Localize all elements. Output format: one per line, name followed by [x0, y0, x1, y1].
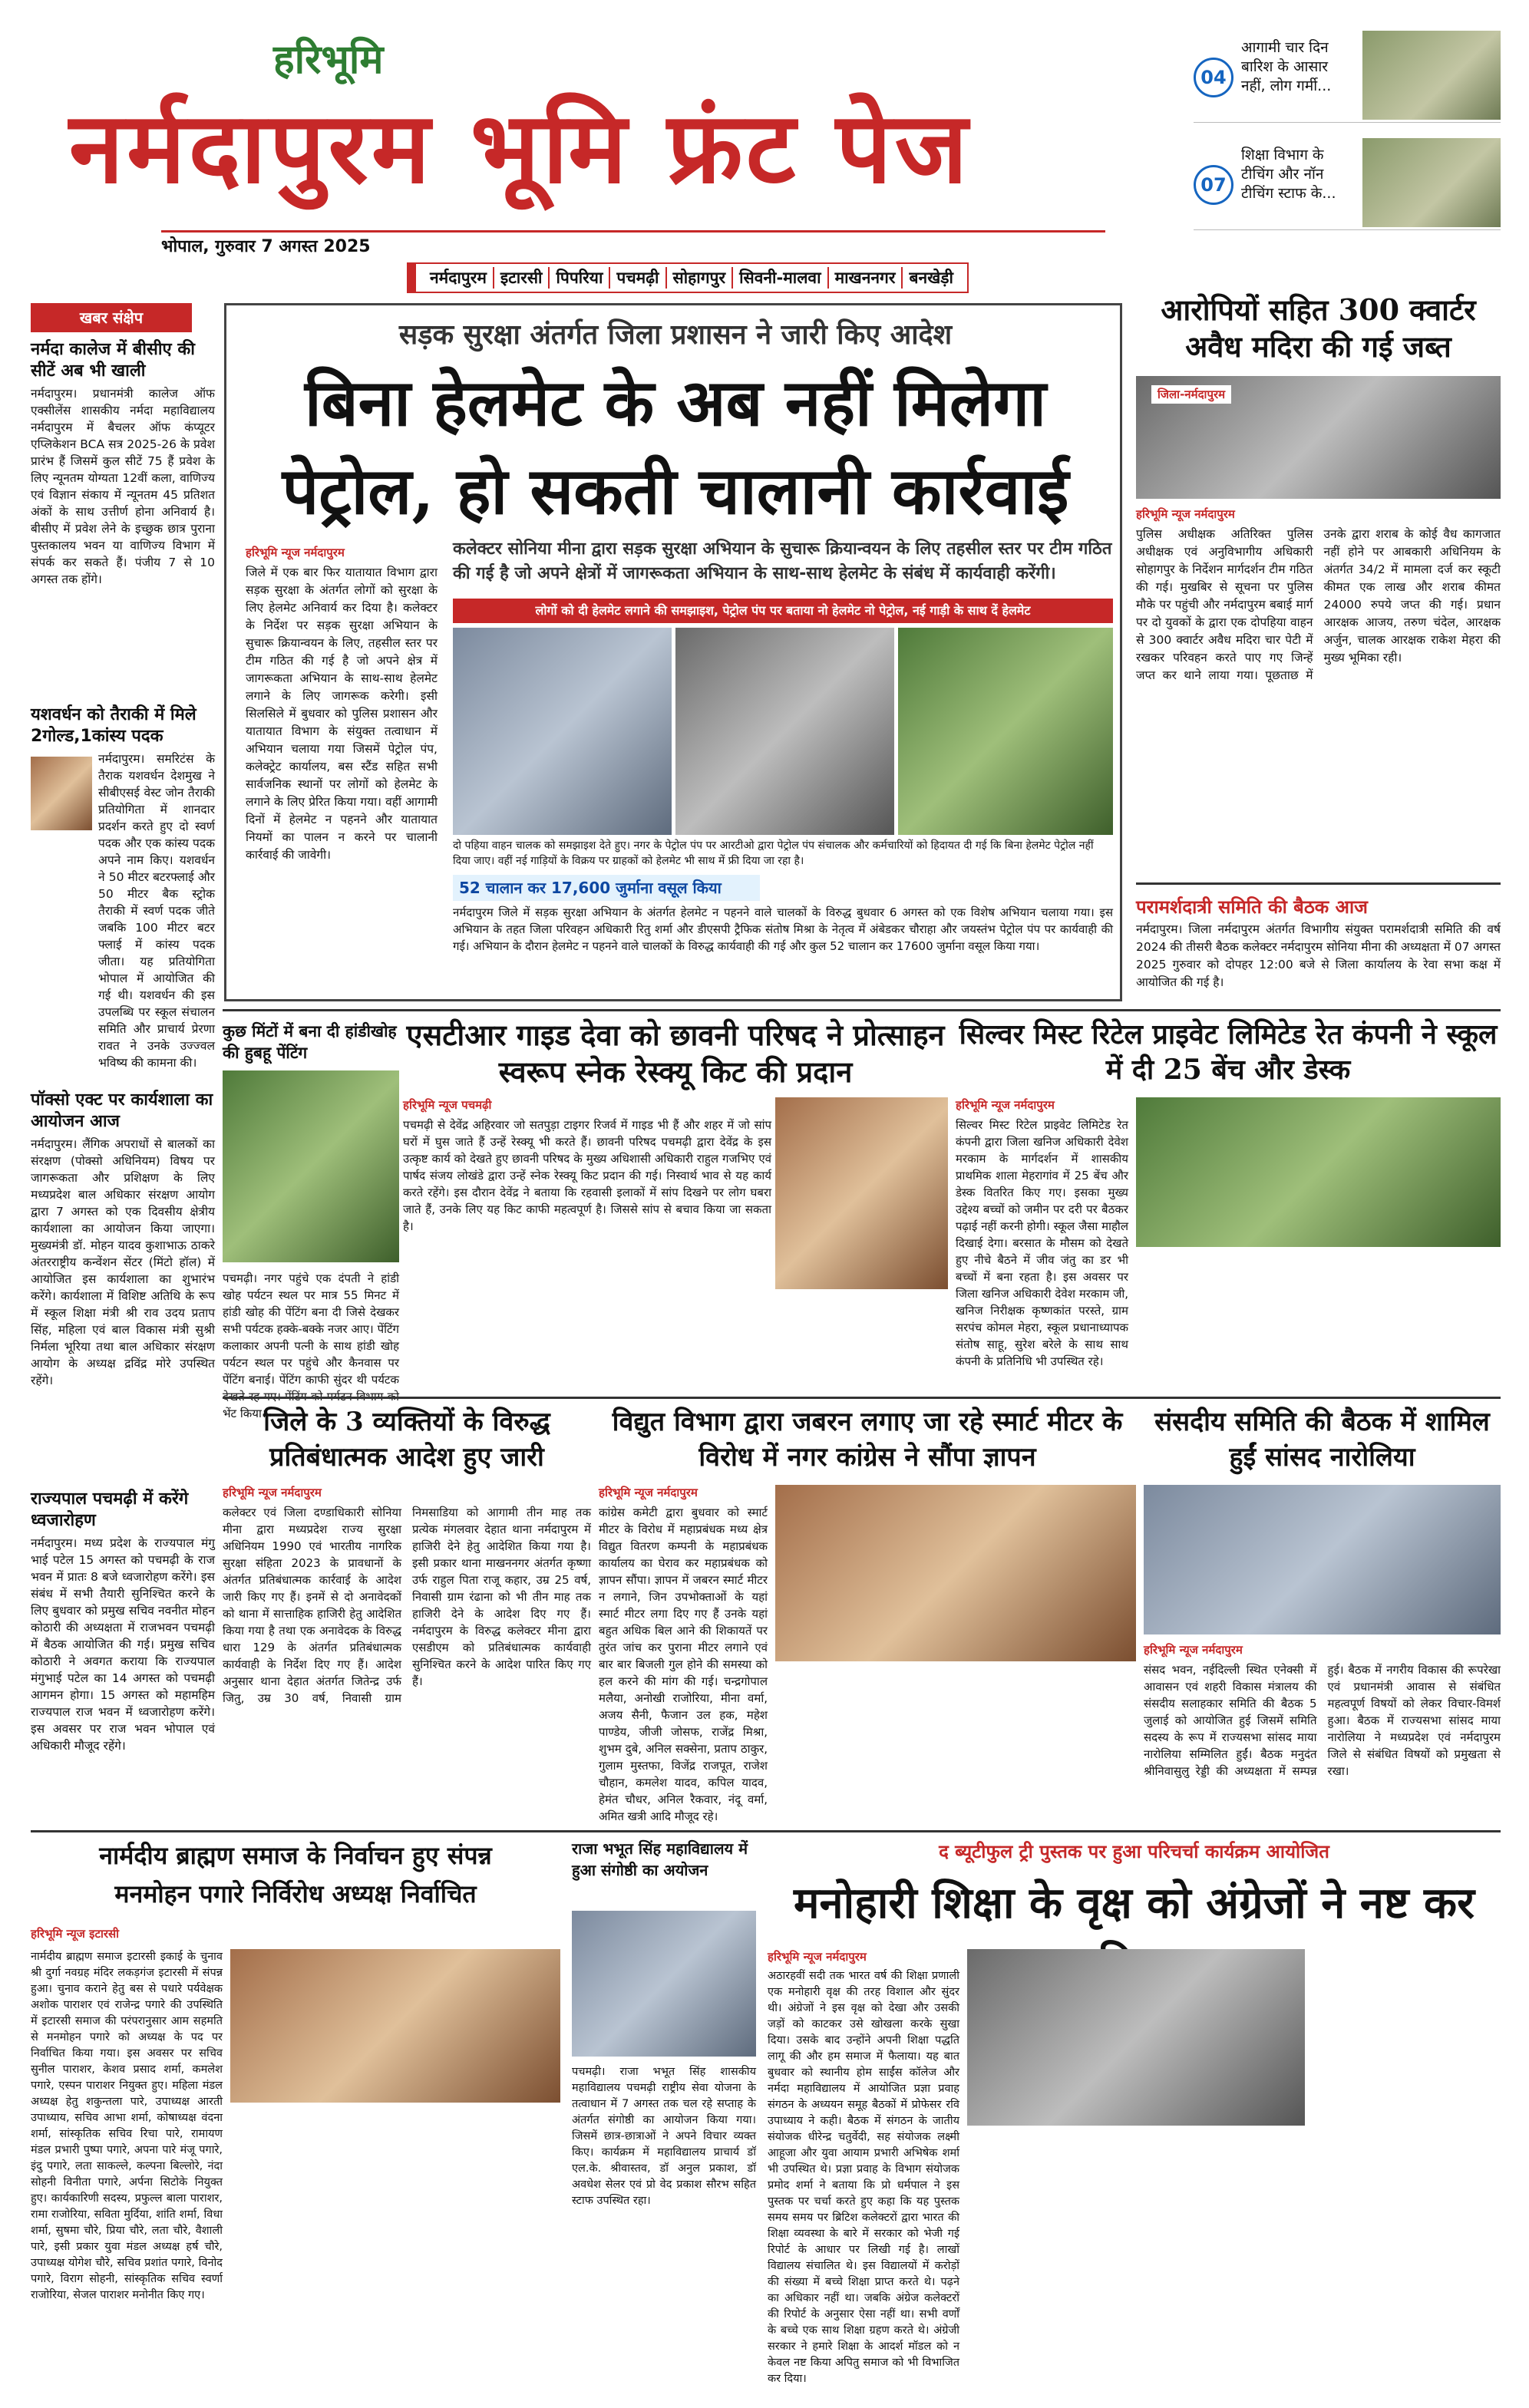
nav-item[interactable]: बनखेड़ी	[909, 269, 953, 287]
brief-title: पॉक्सो एक्ट पर कार्यशाला का आयोजन आज	[31, 1090, 213, 1131]
teaser-photo	[1362, 138, 1501, 227]
lead-headline-1: बिना हेलमेट के अब नहीं मिलेगा	[304, 364, 1047, 440]
brand-logo: हरिभूमि	[273, 36, 384, 83]
meter-byline: हरिभूमि न्यूज नर्मदापुरम	[599, 1486, 698, 1499]
divider	[223, 1397, 1501, 1399]
silver-photo	[1136, 1097, 1501, 1247]
teaser-photo	[1362, 31, 1501, 120]
painting-photo	[223, 1070, 399, 1262]
meter-body: कांग्रेस कमेटी द्वारा बुधवार को स्मार्ट मीटर के विरोध में महाप्रबंधक मध्य क्षेत्र विद्युत वितरण कम्पनी के महाप्रबंधक कार्यालय का घेराव कर महाप्रबंधक को ज्ञापन सौंपा। ज्ञापन में जबरन स्मार्ट मीटर न लगाने, जिन उपभोक्ताओं के यहां स्मार्ट मीटर लगा दिए गए हैं उनके यहां बहुत अधिक बिल आने की शिकायतें पर तुरंत जांच कर पुराना मीटर लगाने एवं बार बार बिजली गुल होने की समस्या को हल करने की मांग की गई। चन्द्रगोपाल मलैया, अनोखी राजोरिया, मीना वर्मा, अजय सैनी, फैजान उल हक, महेश पाण्डेय, जीजी जोसफ, राजेंद्र मिश्रा, शुभम दुबे, अनिल सक्सेना, प्रताप ठाकुर, गुलाम मुस्तफा, विजेंद्र राजपूत, राजेश चौहान, कमलेश यादव, कपिल यादव, हेमंत चौधर, अनिल रैकवार, नंदू वर्मा, अमित खत्री आदि मौजूद रहे।	[599, 1506, 768, 1823]
teaser-text: आगामी चार दिन बारिश के आसार नहीं, लोग गर्मी...	[1241, 39, 1332, 94]
brahmin-photo	[230, 1949, 560, 2103]
teaser-text: शिक्षा विभाग के टीचिंग और नॉन टीचिंग स्टाफ के...	[1241, 147, 1336, 202]
str-body: पचमढ़ी से देवेंद्र अहिरवार जो सतपुड़ा टाइगर रिजर्व में गाइड भी हैं और शहर में जो सांप घरों में घुस जाते हैं उन्हें रेस्क्यू भी करते हैं। छावनी परिषद पचमढ़ी द्वारा देवेंद्र के इस उत्कृष्ट कार्य को देखते हुए छावनी परिषद के मुख्य अधिशासी अधिकारी राहुल गजभिए एवं पार्षद संजय लोखंडे द्वारा उन्हें स्नेक रेस्क्यू किट प्रदान की गई। निस्वार्थ भाव से यह कार्य करते रहेंगे। इस दौरान देवेंद्र ने बताया कि रहवासी इलाकों में सांप दिखने पर लोग घबरा जाते हैं, उनके लिए यह किट काफी महत्वपूर्ण है। जिससे सांप से बचाव किया जा सकता है।	[403, 1118, 771, 1233]
brief-title: यशवर्धन को तैराकी में मिले 2गोल्ड,1कांस्य पदक	[31, 705, 196, 746]
teaser-1[interactable]	[1194, 31, 1501, 123]
book-body: अठारहवीं सदी तक भारत वर्ष की शिक्षा प्रणाली एक मनोहारी वृक्ष की तरह विशाल और सुंदर थी। अंग्रेजों ने इस वृक्ष को देखा और उसकी जड़ों को काटकर उसे खोखला करके सुखा दिया। उसके बाद उन्होंने अपनी शिक्षा पद्धति लागू की और हम समाज में फैलाया। यह बात बुधवार को स्थानीय होम साईंस कॉलेज और नर्मदा महाविद्यालय में आयोजित प्रज्ञा प्रवाह संगठन के अध्ययन समूह बैठकों में प्रोफेसर रवि उपाध्याय ने कही। बैठक में संगठन के जातीय संयोजक धीरेन्द्र चतुर्वेदी, सह संयोजक लक्ष्मी आहूजा और युवा आयाम प्रभारी अभिषेक शर्मा भी उपस्थित थे। प्रज्ञा प्रवाह के विभाग संयोजक प्रमोद शर्मा ने बताया कि प्रो धर्मपाल ने इस पुस्तक पर चर्चा करते हुए कहा कि यह पुस्तक समय समय पर ब्रिटिश कलेक्टरों द्वारा भारत की शिक्षा व्यवस्था के बारे में सरकार को भेजी गई रिपोर्ट के आधार पर लिखी गई है। लाखों विद्यालय संचालित थे। इस विद्यालयों में करोड़ों की संख्या में बच्चे शिक्षा प्राप्त करते थे। पढ़ने का अधिकार नहीं था। जबकि अंग्रेज कलेक्टरों की रिपोर्ट के अनुसार ऐसा नहीं था। सभी वर्णों के बच्चे एक साथ शिक्षा ग्रहण करते थे। अंग्रेजी सरकार ने हमारे शिक्षा के आदर्श मॉडल को न केवल नष्ट किया अपितु समाज को भी विभाजित कर दिया।	[768, 1970, 959, 2385]
meeting-headline: परामर्शदात्री समिति की बैठक आज	[1136, 896, 1368, 918]
painting-body: पचमढ़ी। नगर पहुंचे एक दंपती ने हांडी खोह पर्यटन स्थल पर मात्र 55 मिनट में हांडी खोह की पेंटिंग बना दी जिसे देखकर सभी पर्यटक हक्के-बक्के नजर आए। पेंटिंग कलाकार अपनी पत्नी के साथ हांडी खोह पर्यटन स्थल पर पहुंचे और कैनवास पर पेंटिंग बनाई। पेंटिंग काफी सुंदर थी पर्यटक भेंट किया।	[223, 1272, 399, 1420]
brahmin-headline-1: नार्मदीय ब्राह्मण समाज के निर्वाचन हुए संपन्न	[99, 1841, 492, 1870]
seminar-headline: राजा भभूत सिंह महाविद्यालय में हुआ संगोष्ठी का अयोजन	[572, 1839, 748, 1879]
book-byline: हरिभूमि न्यूज नर्मदापुरम	[768, 1950, 867, 1964]
liquor-headline: आरोपियों सहित 300 क्वार्टर अवैध मदिरा की गई जब्त	[1161, 292, 1476, 364]
teaser-page-number: 07	[1194, 165, 1233, 205]
sidebar-header: खबर संक्षेप	[31, 303, 192, 332]
painting-headline: कुछ मिंटों में बना दी हांडीखोह की हुबहू पेंटिंग	[223, 1022, 397, 1062]
brief-title: नर्मदा कालेज में बीसीए की सीटें अब भी खाली	[31, 340, 195, 381]
orders-byline: हरिभूमि न्यूज नर्मदापुरम	[223, 1486, 322, 1499]
swimmer-photo	[31, 757, 92, 830]
lead-sub-body: नर्मदापुरम जिले में सड़क सुरक्षा अभियान के अंतर्गत हेलमेट न पहनने वाले चालकों के विरुद्ध बुधवार 6 अगस्त को एक विशेष अभियान चलाया गया। इस अभियान के तहत जिला परिवहन अधिकारी रितु शर्मा और डीएसपी ट्रैफिक संतोष मिश्रा के नेतृत्व में अंबेडकर चौराहा और जयस्तंभ पेट्रोल पंप पर कार्यवाही की गई। अभियान के दौरान हेलमेट न पहनने वाले चालकों के विरुद्ध कार्यवाही की गई और कुल 52 चालान कर 17600 जुर्माना वसूल किया गया।	[453, 905, 1113, 953]
brief-text: नर्मदापुरम। मध्य प्रदेश के राज्यपाल मंगु भाई पटेल 15 अगस्त को पचमढ़ी के राज भवन में प्रातः 8 बजे ध्वजारोहण करेंगे। इस संबंध में सभी तैयारी सुनिश्चित करने के लिए बुधवार को प्रमुख सचिव नवनीत मोहन कोठारी की अध्यक्षता में राजभवन पचमढ़ी में बैठक आयोजित की गई। प्रमुख सचिव कोठारी ने अवगत कराया कि राज्यपाल मंगुभाई पटेल का 14 अगस्त को पचमढ़ी आगमन होगा। 15 अगस्त को महामहिम राज्यपाल राज भवन में ध्वजारोहण करेंगे। इस अवसर पर राज भवन भोपाल एवं अधिकारी मौजूद रहेंगे।	[31, 1536, 215, 1753]
silver-headline: सिल्वर मिस्ट रिटेल प्राइवेट लिमिटेड रेत कंपनी ने स्कूल में दी 25 बेंच और डेस्क	[959, 1018, 1498, 1086]
divider	[223, 1009, 1501, 1011]
teaser-page-number: 04	[1194, 58, 1233, 97]
parliament-byline: हरिभूमि न्यूज नर्मदापुरम	[1144, 1643, 1243, 1657]
nav-item[interactable]: इटारसी	[494, 267, 550, 289]
meter-photo	[775, 1485, 1136, 1661]
brahmin-byline: हरिभूमि न्यूज इटारसी	[31, 1927, 120, 1941]
brief-text: नर्मदापुरम। प्रधानमंत्री कालेज ऑफ एक्सीलेंस शासकीय नर्मदा महाविद्यालय नर्मदापुरम में बैचलर ऑफ कंप्यूटर एप्लिकेशन BCA सत्र 2025-26 के प्रवेश प्रारंभ हैं जिसमें कुल सीटें 75 हैं प्रवेश के लिए न्यूनतम योग्यता 12वीं कला, वाणिज्य एवं विज्ञान संकाय में न्यूनतम 45 प्रतिशत अंकों के साथ उत्तीर्ण होना अनिवार्य है। बीसीए में प्रवेश लेने के इच्छुक छात्र पुराना पुस्तकालय भवन या वाणिज्य विभाग में संपर्क कर सकते हैं। पंजीय 7 से 10 अगस्त तक होंगे।	[31, 387, 215, 586]
liquor-byline: हरिभूमि न्यूज नर्मदापुरम	[1136, 507, 1235, 521]
lead-headline-2: पेट्रोल, हो सकती चालानी कार्रवाई	[282, 453, 1069, 529]
lead-sub-title: 52 चालान कर 17,600 जुर्माना वसूल किया	[453, 875, 760, 901]
nav-item[interactable]: सिवनी-मालवा	[733, 267, 828, 289]
parliament-body: संसद भवन, नईदिल्ली स्थित एनेक्सी में आवासन एवं शहरी विकास मंत्रालय की संसदीय सलाहकार समिति की बैठक 5 जुलाई को आयोजित हुई जिसमें समिति सदस्य के रूप में राज्यसभा सांसद माया नारोलिया सम्मिलित हुईं। बैठक मनुदंत श्रीनिवासुलु रेड्डी की अध्यक्षता में सम्पन्न हुई। बैठक में नगरीय विकास की रूपरेखा एवं प्रधानमंत्री आवास से संबंधित महत्वपूर्ण विषयों को लेकर विचार-विमर्श हुआ। बैठक में राज्यसभा सांसद माया नारोलिया ने मध्यप्रदेश एवं नर्मदापुरम जिले से संबंधित विषयों को प्रमुखता से रखा।	[1144, 1663, 1501, 1778]
divider	[31, 1830, 1501, 1832]
page-title: नर्मदापुरम भूमि फ्रंट पेज	[69, 91, 971, 206]
teaser-2[interactable]	[1194, 138, 1501, 230]
parliament-headline: संसदीय समिति की बैठक में शामिल हुईं सांसद नारोलिया	[1154, 1407, 1490, 1473]
lead-photo-caption: दो पहिया वाहन चालक को समझाइश देते हुए। नगर के पेट्रोल पंप पर आरटीओ द्वारा पेट्रोल पंप संचालक और कर्मचारियों को हिदायत दी गई कि बिना हेलमेट पेट्रोल नहीं दिया जाए। वहीं नई गाड़ियों के विक्रय पर ग्राहकों को हेलमेट भी साथ में फ्री दिया जा रहा है।	[453, 840, 1094, 867]
lead-photo-2	[675, 628, 894, 835]
lead-byline: हरिभूमि न्यूज नर्मदापुरम	[246, 546, 345, 559]
lead-body: जिले में एक बार फिर यातायात विभाग द्वारा सड़क सुरक्षा के अंतर्गत लोगों को सुरक्षा के लिए हेलमेट अनिवार्य कर दिया है। कलेक्टर के निर्देश पर सड़क सुरक्षा अभियान के सुचारू क्रियान्वयन के लिए, तहसील स्तर पर टीम गठित की गई है जो अपने क्षेत्र में जागरूकता अभियान के साथ-साथ हेलमेट लगाने के लिए जागरूक करेगी। इसी सिलसिले में बुधवार को पुलिस प्रशासन और यातायात विभाग के संयुक्त तत्वाधान में अभियान चलाया गया जिसमें पेट्रोल पंप, कलेक्ट्रेट कार्यालय, बस स्टैंड सहित सभी सार्वजनिक स्थानों पर लोगों को हेलमेट के लगाने के लिए प्रेरित किया गया। वहीं आगामी दिनों में हेलमेट न पहनने और यातायात नियमों का पालन न करने पर चालानी कार्रवाई की जावेगी।	[246, 566, 438, 862]
brief-swimming	[31, 704, 215, 1071]
edition-date: भोपाल, गुरुवार 7 अगस्त 2025	[161, 237, 371, 256]
str-headline: एसटीआर गाइड देवा को छावनी परिषद ने प्रोत्साहन स्वरूप स्नेक रेस्क्यू किट की प्रदान	[406, 1018, 945, 1089]
brief-text: नर्मदापुरम। समरिटंस के तैराक यशवर्धन देशमुख ने सीबीएसई वेस्ट जोन तैराकी प्रतियोगिता में शानदार प्रदर्शन करते हुए दो स्वर्ण पदक और एक कांस्य पदक अपने नाम किए। यशवर्धन ने 50 मीटर बटरफ्लाई और 50 मीटर बैक स्ट्रोक तैराकी में स्वर्ण पदक जीते जबकि 100 मीटर बटर फ्लाई में कांस्य पदक जीता। यह प्रतियोगिता भोपाल में आयोजित की गई थी। यशवर्धन की इस उपलब्धि पर स्कूल संचालन समिति और प्राचार्य प्रेरणा रावत ने उनके उज्ज्वल भविष्य की कामना की।	[98, 752, 215, 1070]
nav-item[interactable]: सोहागपुर	[667, 267, 734, 289]
lead-photo-1	[453, 628, 672, 835]
liquor-photo	[1136, 376, 1501, 499]
orders-headline: जिले के 3 व्यक्तियों के विरुद्ध प्रतिबंधात्मक आदेश हुए जारी	[263, 1407, 550, 1473]
str-byline: हरिभूमि न्यूज पचमढ़ी	[403, 1098, 492, 1112]
lead-deck: कलेक्टर सोनिया मीना द्वारा सड़क सुरक्षा अभियान के सुचारू क्रियान्वयन के लिए तहसील स्तर पर टीम गठित की गई है जो अपने क्षेत्रों में जागरूकता अभियान के साथ-साथ हेलमेट के संबंध में कार्यवाही करेंगी।	[453, 539, 1112, 583]
meter-headline: विद्युत विभाग द्वारा जबरन लगाए जा रहे स्मार्ट मीटर के विरोध में नगर कांग्रेस ने सौंपा ज्ञापन	[612, 1407, 1123, 1473]
brief-title: राज्यपाल पचमढ़ी में करेंगे ध्वजारोहण	[31, 1489, 189, 1530]
nav-item[interactable]: नर्मदापुरम	[424, 267, 494, 289]
lead-kicker: सड़क सुरक्षा अंतर्गत जिला प्रशासन ने जारी किए आदेश	[398, 319, 953, 351]
city-nav	[407, 262, 969, 293]
seminar-photo	[572, 1911, 756, 2057]
brief-bca	[31, 339, 215, 588]
nav-item[interactable]: पचमढ़ी	[610, 267, 666, 289]
divider	[1136, 882, 1501, 885]
silver-byline: हरिभूमि न्यूज नर्मदापुरम	[956, 1098, 1055, 1112]
liquor-photo-sign: जिला-नर्मदापुरम	[1151, 385, 1231, 404]
orders-body: कलेक्टर एवं जिला दण्डाधिकारी सोनिया मीना द्वारा मध्यप्रदेश राज्य सुरक्षा अधिनियम 1990 एवं भारतीय नागरिक सुरक्षा संहिता 2023 के प्रावधानों के अंतर्गत प्रतिबंधात्मक कार्रवाई के आदेश जारी किए गए हैं। इनमें से दो अनावेदकों को थाना में सात्ताहिक हाजिरी हेतु आदेशित किया गया है तथा एक अनावेदक के विरुद्ध धारा 129 के अंतर्गत प्रतिबंधात्मक कार्यवाही के निर्देश दिए गए हैं। आदेश अनुसार थाना देहात अंतर्गत जितेन्द्र उर्फ जितु, उम्र 30 वर्ष, निवासी ग्राम निमसाडिया को आगामी तीन माह तक प्रत्येक मंगलवार देहात थाना नर्मदापुरम में हाजिरी देने हेतु आदेशित किया गया है। इसी प्रकार थाना माखननगर अंतर्गत कृष्णा उर्फ राहुल पिता राजू कहार, उम्र 25 वर्ष, निवासी ग्राम रंढाना को भी तीन माह तक हाजिरी देने के आदेश दिए गए हैं। नर्मदापुरम के विरुद्ध कलेक्टर मीना द्वारा एसडीएम को प्रतिबंधात्मक कार्यवाही सुनिश्चित करने के आदेश पारित किए गए हैं।	[223, 1506, 591, 1705]
brief-text: नर्मदापुरम। लैंगिक अपराधों से बालकों का संरक्षण (पोक्सो अधिनियम) विषय पर जागरूकता और प्रशिक्षण के लिए मध्यप्रदेश बाल अधिकार संरक्षण आयोग द्वारा 7 अगस्त को एक दिवसीय क्षेत्रीय कार्यशाला का आयोजन किया जाएगा। मुख्यमंत्री डॉ. मोहन यादव कुशाभाऊ ठाकरे अंतरराष्ट्रीय कन्वेंशन सेंटर (मिंटो हॉल) में आयोजित इस कार्यशाला का शुभारंभ करेंगे। कार्यशाला में विशिष्ट अतिथि के रूप में स्कूल शिक्षा मंत्री श्री राव उदय प्रताप सिंह, महिला एवं बाल विकास मंत्री सुश्री निर्मला भूरिया तथा बाल अधिकार संरक्षण आयोग के अध्यक्ष द्रविंद्र मोरे उपस्थित रहेंगे।	[31, 1137, 215, 1387]
brief-governor	[31, 1489, 215, 1754]
book-headline: मनोहारी शिक्षा के वृक्ष को अंग्रेजों ने नष्ट कर	[794, 1878, 1475, 1928]
seminar-body: पचमढ़ी। राजा भभूत सिंह शासकीय महाविद्यालय पचमढ़ी राष्ट्रीय सेवा योजना के तत्वाधान में 7 अगस्त तक चल रहे सप्ताह के अंतर्गत संगोष्ठी का आयोजन किया गया। जिसमें छात्र-छात्राओं ने अपने विचार व्यक्त किए। कार्यक्रम में महाविद्यालय प्राचार्य डॉ एल.के. श्रीवास्तव, डॉ अनुल प्रकाश, डॉ अवधेश सेलर एवं प्रो वेद प्रकाश सौरभ सहित स्टाफ उपस्थित रहा।	[572, 2066, 756, 2207]
parliament-photo	[1144, 1485, 1501, 1634]
book-kicker: द ब्यूटीफुल ट्री पुस्तक पर हुआ परिचर्चा कार्यक्रम आयोजित	[939, 1841, 1329, 1862]
lead-red-strip: लोगों को दी हेलमेट लगाने की समझाइश, पेट्रोल पंप पर बताया नो हेलमेट नो पेट्रोल, नई गाड़ी के साथ दें हेलमेट	[453, 599, 1113, 623]
nav-item[interactable]: माखननगर	[829, 267, 903, 289]
meeting-body: नर्मदापुरम। जिला नर्मदापुरम अंतर्गत विभागीय संयुक्त परामर्शदात्री समिति की वर्ष 2024 की तीसरी बैठक कलेक्टर नर्मदापुरम सोनिया मीना की अध्यक्षता में 07 अगस्त 2025 गुरुवार को दोपहर 12:00 बजे से जिला कार्यालय के रेवा सभा कक्ष में आयोजित की गई है।	[1136, 922, 1501, 989]
brahmin-body: नार्मदीय ब्राह्मण समाज इटारसी इकाई के चुनाव श्री दुर्गा नवग्रह मंदिर लकड़गंज इटारसी में संपन्न हुआ। चुनाव कराने हेतु बस से पधारे पर्यवेक्षक अशोक पाराशर एवं राजेन्द्र पगारे की उपस्थिति में इटारसी समाज की परंपरानुसार आम सहमति से मनमोहन पगारे को अध्यक्ष के पद पर निर्वाचित किया गया। इस अवसर पर सचिव सुनील पाराशर, केशव प्रसाद शर्मा, कमलेश पगारे, एस्पन पाराशर नियुक्त हुए। महिला मंडल अध्यक्ष हेतु शकुन्तला पारे, उपाध्यक्ष आरती उपाध्याय, सचिव आभा शर्मा, कोषाध्यक्ष वंदना शर्मा, सांस्कृतिक सचिव रिचा पारे, रामायण मंडल प्रभारी पुष्पा पगारे, अपना पारे मंजू पगारे, इंदु पगारे, लता साकल्ले, कल्पना बिल्लोरे, नंदा सोहनी विनीता पगारे, अर्पना सिटोके नियुक्त हुए। कार्यकारिणी सदस्य, प्रफुल्ल बाला पाराशर, रामा राजोरिया, सविता मुर्दिया, शांति शर्मा, विधा शर्मा, सुषमा चौरे, प्रिया चौरे, लता चौरे, वैशाली पारे, इसी प्रकार युवा मंडल अध्यक्ष हर्ष चौरे, उपाध्यक्ष योगेश चौरे, सचिव प्रशांत पगारे, विनोद पगारे, विराग सोहनी, सांस्कृतिक सचिव स्वर्णा राजोरिया, सेजल पाराशर मनोनीत किए गए।	[31, 1951, 223, 2301]
silver-body: सिल्वर मिस्ट रिटेल प्राइवेट लिमिटेड रेत कंपनी द्वारा जिला खनिज अधिकारी देवेश मरकाम के मार्गदर्शन में शासकीय प्राथमिक शाला मेहरागांव में 25 बेंच और डेस्क वितरित किए गए। इसका मुख्य उद्देश्य बच्चों को जमीन पर दरी पर बैठकर पढ़ाई नहीं करनी होगी। स्कूल जैसा माहौल दिखाई देगा। बरसात के मौसम को देखते हुए नीचे बैठने में जीव जंतु का डर भी बच्चों में बना रहता है। इस अवसर पर जिला खनिज अधिकारी देवेश मरकाम जी, खनिज निरीक्षक कृष्णकांत परस्ते, ग्राम सरपंच कोमल मेहरा, स्कूल प्रधानाध्यापक संतोष साहू, सुरेश बरेले के साथ साथ कंपनी के प्रतिनिधि भी उपस्थित रहे।	[956, 1118, 1128, 1368]
masthead-rule	[161, 230, 1105, 233]
nav-item[interactable]: पिपरिया	[550, 267, 610, 289]
brahmin-headline-2: मनमोहन पगारे निर्विरोध अध्यक्ष निर्वाचित	[114, 1879, 477, 1908]
liquor-body: पुलिस अधीक्षक अतिरिक्त पुलिस अधीक्षक एवं अनुविभागीय अधिकारी सोहागपुर के निर्देशन मार्गदर्शन टीम गठित की गई। मुखबिर से सूचना पर पुलिस मौके पर पहुंची और नर्मदापुरम बबाई मार्ग पर दो युवकों के द्वारा एक दोपहिया वाहन से 300 क्वार्टर अवैध मदिरा चार पेटी में रखकर परिवहन करते पाए गए जिन्हें जप्त कर थाने लाया गया। पूछताछ में उनके द्वारा शराब के कोई वैध कागजात नहीं होने पर आबकारी अधिनियम के अंतर्गत 34/2 में मामला दर्ज कर स्कूटी कीमत एक लाख और शराब कीमत 24000 रुपये जप्त की गई। प्रधान आरक्षक आजय, तरुण चंदेल, आरक्षक अर्जुन, चालक आरक्षक राकेश मेहरा की मुख्य भूमिका रही।	[1136, 527, 1501, 682]
brief-pocso	[31, 1090, 215, 1389]
lead-photo-3	[898, 628, 1113, 835]
str-photo	[775, 1097, 948, 1289]
book-photo	[967, 1949, 1305, 2126]
